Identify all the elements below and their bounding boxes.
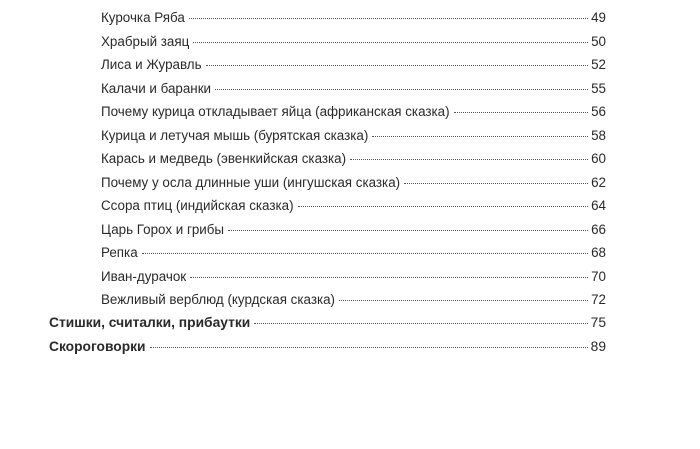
dot-leader [150,347,588,348]
toc-section [49,339,606,363]
toc-entry-page: 64 [591,198,606,213]
toc-entry [101,57,606,81]
dot-leader [142,253,588,254]
toc-entry-title: Ссора птиц (индийская сказка) [101,198,294,213]
toc-section-page: 75 [590,315,606,330]
dot-leader [404,183,588,184]
dot-leader [206,65,589,66]
toc-entry [101,104,606,128]
toc-entry-page: 72 [591,292,606,307]
toc-entry [101,10,606,34]
dot-leader [190,277,588,278]
dot-leader [350,159,588,160]
toc-section-title: Стишки, считалки, прибаутки [49,315,251,330]
toc-entry-title: Лиса и Журавль [101,57,202,72]
toc-section [49,315,606,339]
toc-entry [101,175,606,199]
toc-entry [101,222,606,246]
dot-leader [339,300,588,301]
toc-entry [101,128,606,152]
toc-entry-title: Курица и летучая мышь (бурятская сказка) [101,127,369,143]
toc-entry-title: Курочка Ряба [101,10,185,25]
dot-leader [372,136,588,137]
toc-entry-page: 55 [591,80,606,96]
dot-leader [189,18,588,19]
toc-entry [101,245,606,269]
dot-leader [228,230,588,231]
toc-entry-title: Вежливый верблюд (курдская сказка) [101,292,336,307]
toc-entry-page: 70 [591,268,606,284]
toc-section-title: Скороговорки [49,338,146,354]
toc-entry-title: Почему курица откладывает яйца (африканская сказка) [101,104,450,119]
toc-entry-page: 58 [591,127,606,143]
toc-entry [101,151,606,175]
toc-entry-page: 60 [591,151,606,166]
toc-entry-page: 52 [591,57,606,72]
toc-entry-page: 49 [591,10,606,25]
toc-entry-title: Почему у осла длинные уши (ингушская сказка) [101,174,401,190]
toc-entry-title: Калачи и баранки [101,80,212,96]
dot-leader [193,42,588,43]
toc-entry-page: 68 [591,245,606,260]
toc-entry [101,198,606,222]
dot-leader [254,323,587,324]
dot-leader [298,206,589,207]
toc-entry [101,269,606,293]
toc-entry [101,292,606,316]
dot-leader [215,89,588,90]
toc-entry-title: Репка [101,245,138,260]
toc-entry-page: 62 [591,174,606,190]
toc-entry-title: Иван-дурачок [101,268,187,284]
toc-entry [101,34,606,58]
toc-entry-title: Карась и медведь (эвенкийская сказка) [101,151,347,166]
toc-section-page: 89 [590,338,606,354]
toc-entry-page: 56 [591,104,606,119]
dot-leader [454,112,589,113]
toc-entry [101,81,606,105]
toc-entry-page: 66 [591,221,606,237]
toc-entry-title: Храбрый заяц [101,33,190,49]
toc-entry-page: 50 [591,33,606,49]
toc-entry-title: Царь Горох и грибы [101,221,225,237]
